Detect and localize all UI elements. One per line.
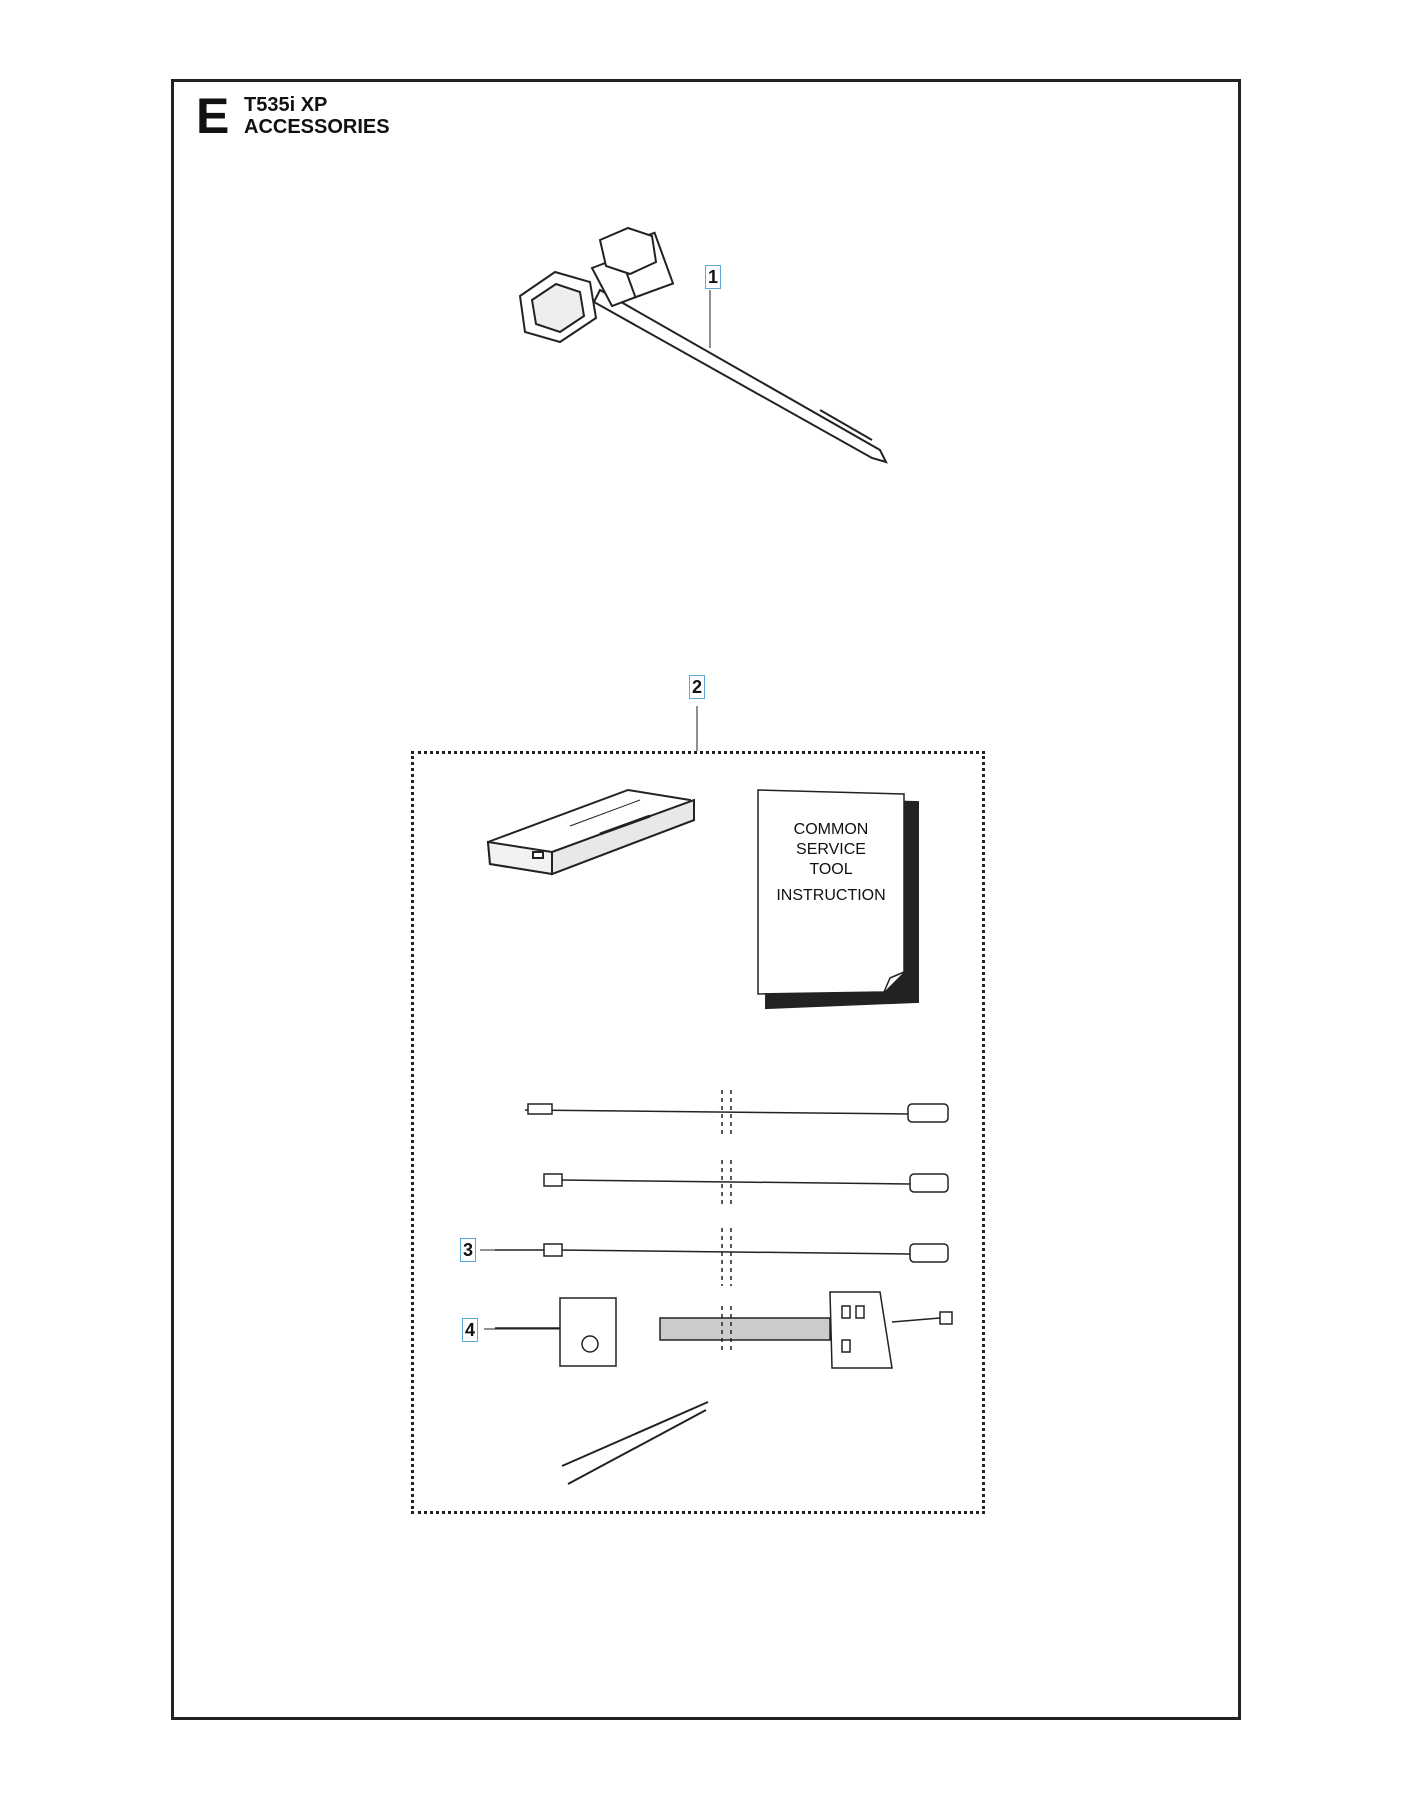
wiring-harness [495,1292,952,1368]
callout-2: 2 [689,675,705,699]
cable-1 [525,1090,948,1136]
callout-1: 1 [705,265,721,289]
manual-line-2: SERVICE [796,841,866,858]
tweezers [562,1402,708,1484]
manual-line-1: COMMON [793,821,869,838]
page-title: ACCESSORIES [244,116,390,138]
manual-line-3: TOOL [809,861,853,878]
callout-4: 4 [462,1318,478,1342]
manual-line-4: INSTRUCTION [776,887,886,904]
section-letter: E [196,88,230,144]
model-name: T535i XP [244,94,328,116]
manual-cover-text [762,820,900,906]
combination-spanner [520,228,886,462]
cable-3 [495,1228,948,1286]
callout-3: 3 [460,1238,476,1262]
service-tool-unit [488,790,694,874]
cable-2 [544,1160,948,1204]
